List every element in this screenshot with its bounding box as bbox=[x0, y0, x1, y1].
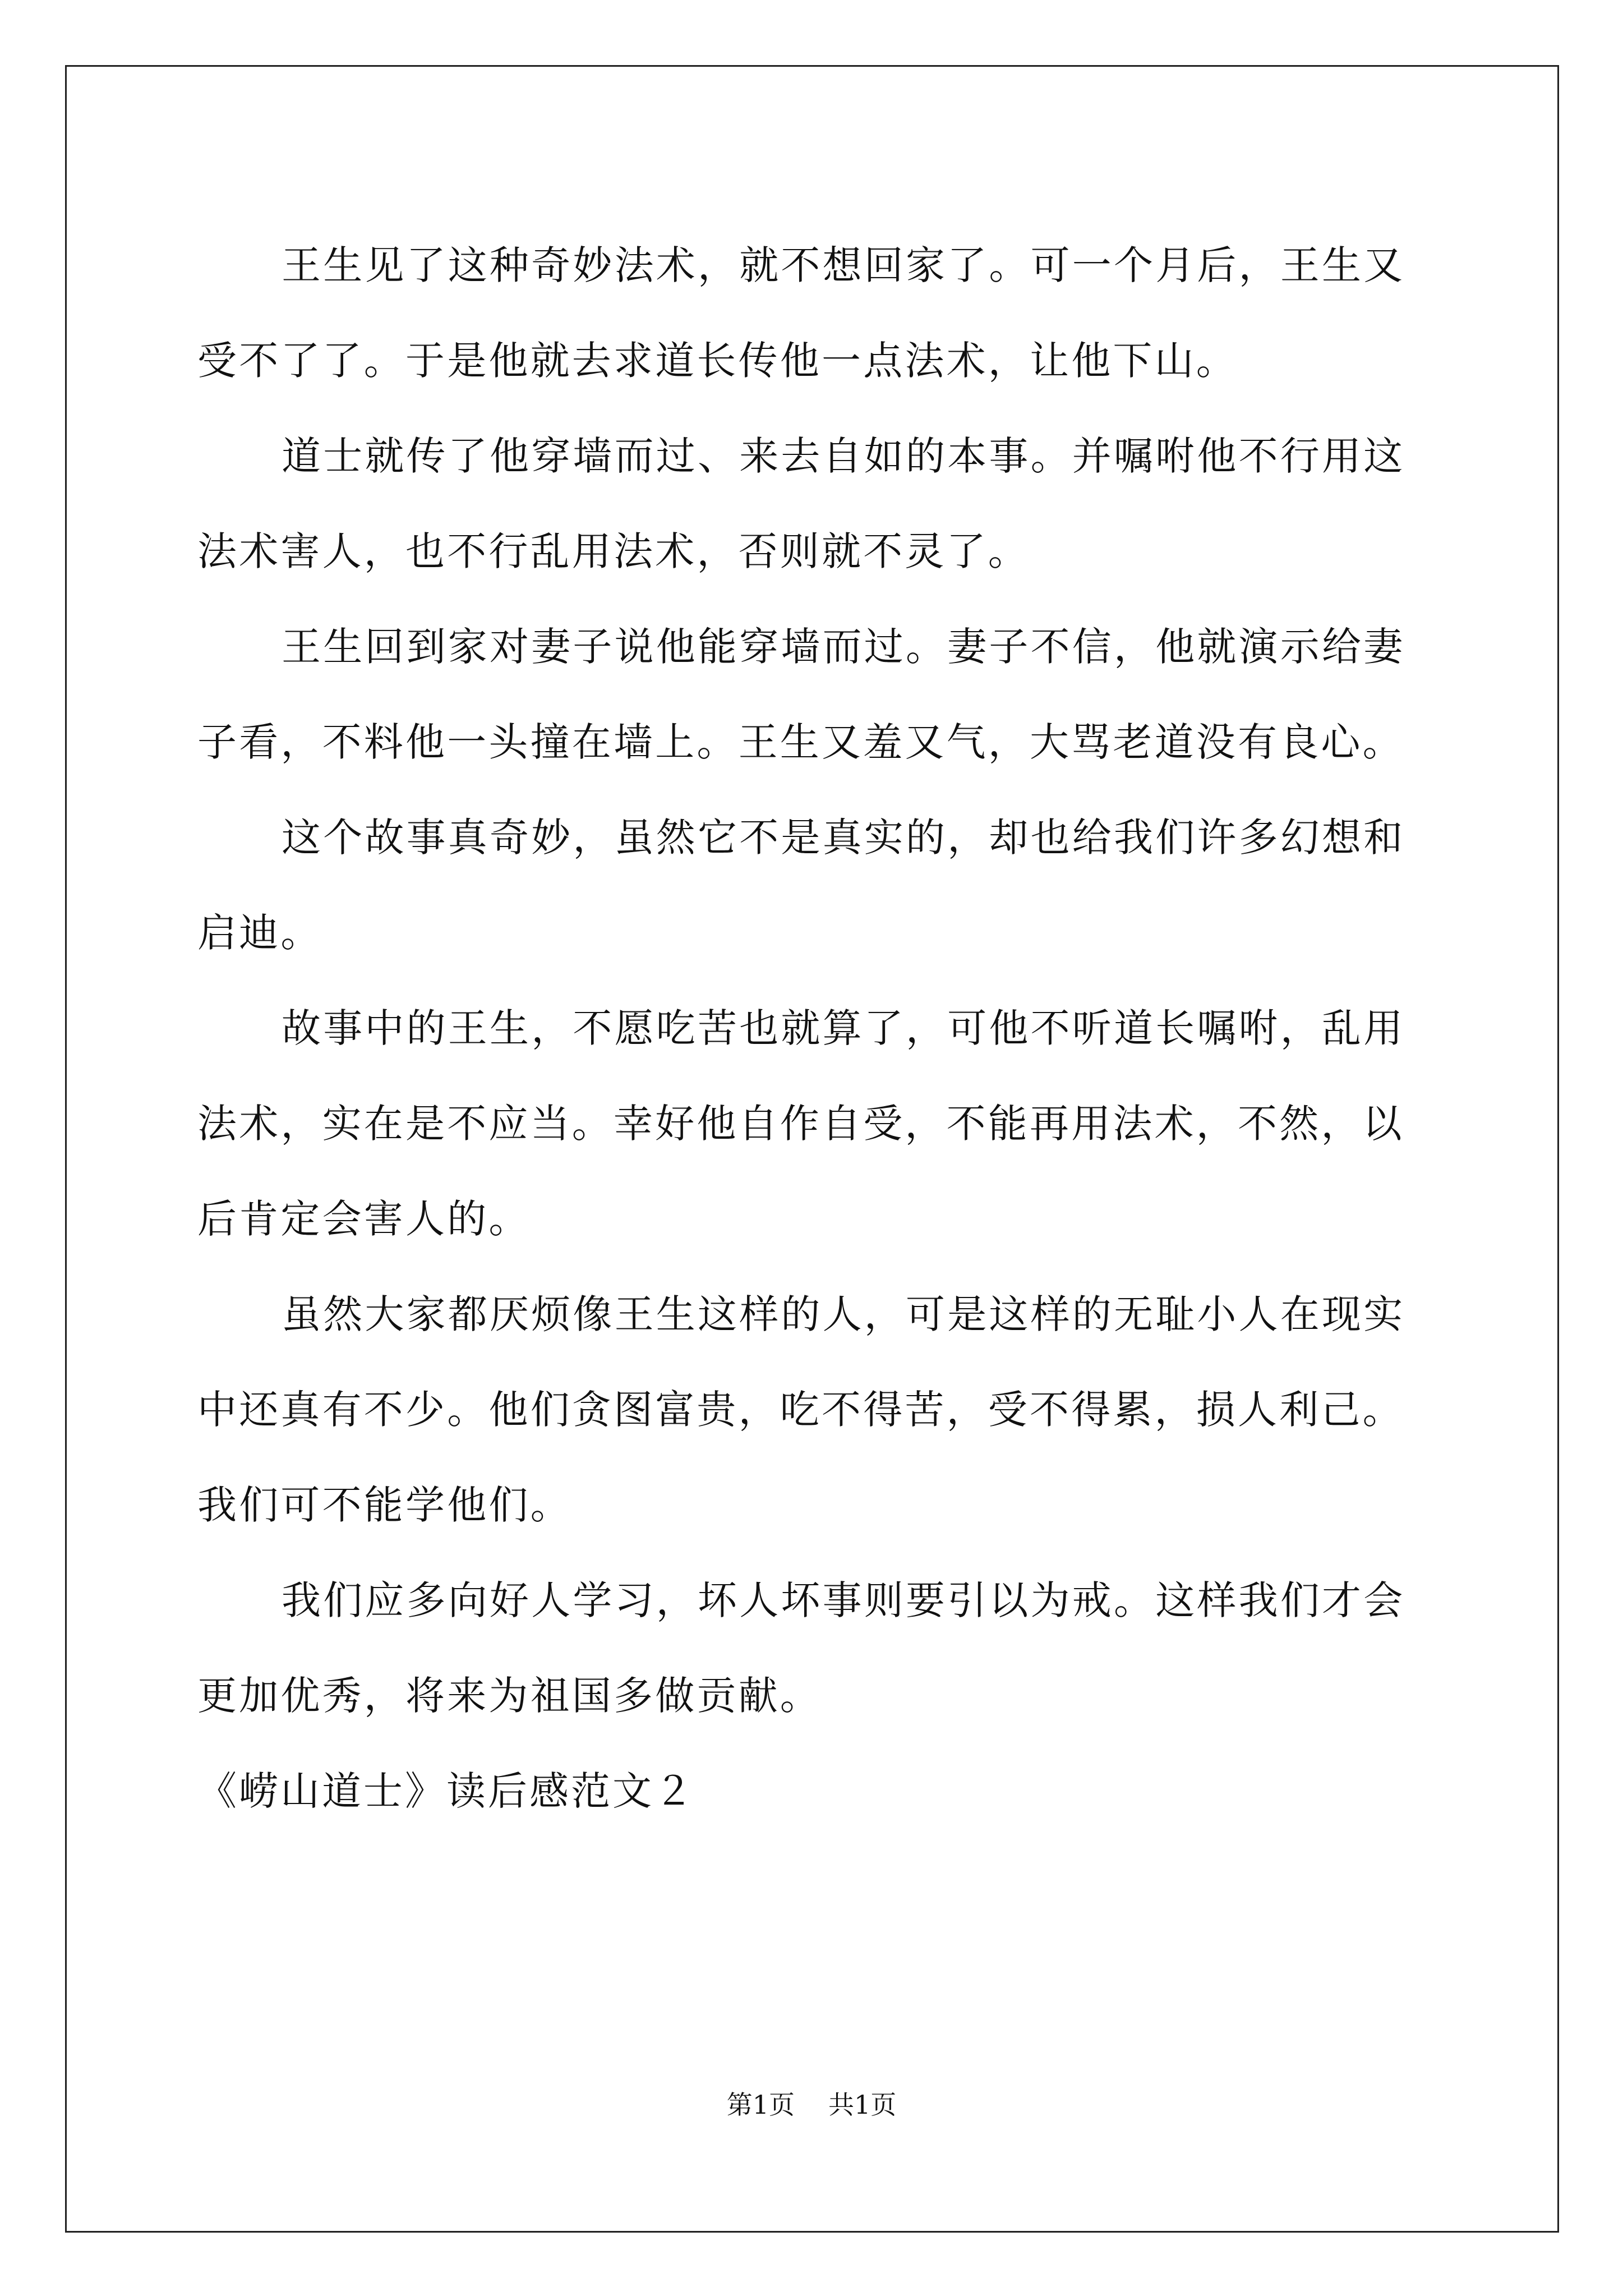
paragraph-4: 这个故事真奇妙，虽然它不是真实的，却也给我们许多幻想和启迪。 bbox=[197, 815, 1405, 956]
section-heading: 《崂山道士》读后感范文２ bbox=[197, 1768, 695, 1814]
paragraph-3: 王生回到家对妻子说他能穿墙而过。妻子不信，他就演示给妻子看，不料他一头撞在墙上。王生又羞又气，大骂老道没有良心。 bbox=[197, 624, 1405, 765]
paragraph-5: 故事中的王生，不愿吃苦也就算了，可他不听道长嘱咐，乱用法术，实在是不应当。幸好他自作自受，不能再用法术，不然，以后肯定会害人的。 bbox=[197, 1005, 1405, 1242]
document-body bbox=[197, 218, 1429, 1839]
paragraph-7: 我们应多向好人学习，坏人坏事则要引以为戒。这样我们才会更加优秀，将来为祖国多做贡献。 bbox=[197, 1577, 1405, 1719]
page-total: 共1页 bbox=[828, 2090, 897, 2120]
paragraph-6: 虽然大家都厌烦像王生这样的人，可是这样的无耻小人在现实中还真有不少。他们贪图富贵，吃不得苦，受不得累，损人利己。我们可不能学他们。 bbox=[197, 1291, 1405, 1528]
paragraph-2: 道士就传了他穿墙而过、来去自如的本事。并嘱咐他不行用这法术害人，也不行乱用法术，否则就不灵了。 bbox=[197, 433, 1405, 574]
page-footer bbox=[0, 2088, 1623, 2122]
page-number: 第1页 bbox=[726, 2090, 795, 2120]
paragraph-1: 王生见了这种奇妙法术，就不想回家了。可一个月后，王生又受不了了。于是他就去求道长传他一点法术，让他下山。 bbox=[197, 242, 1405, 384]
